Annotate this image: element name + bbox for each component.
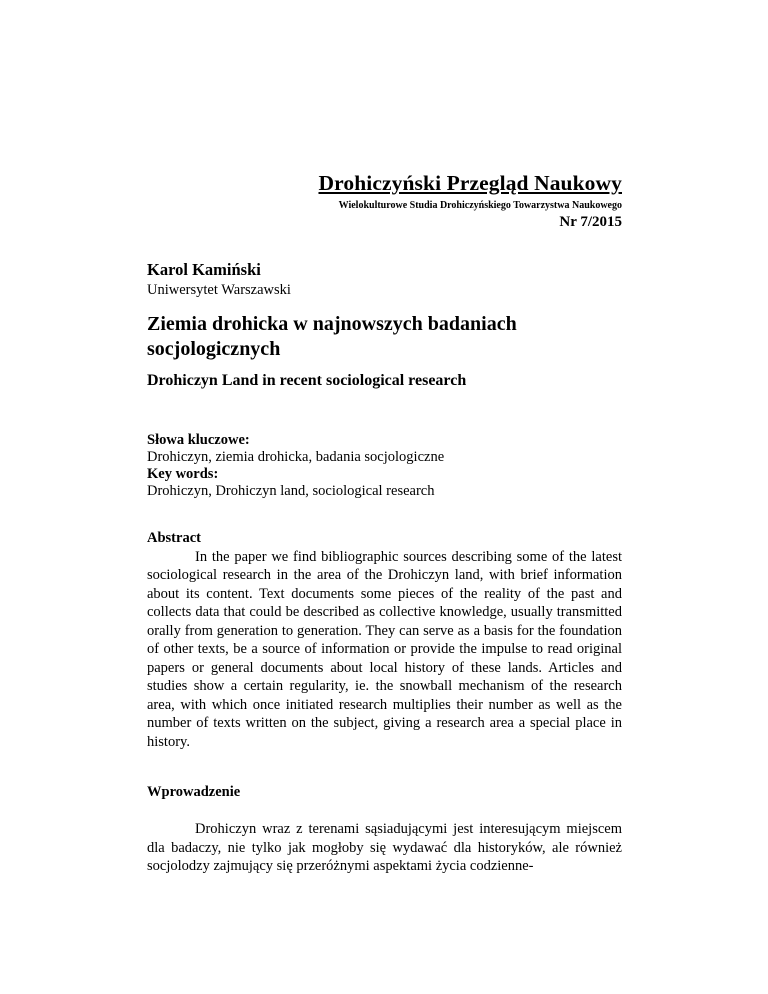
- abstract-block: [147, 529, 622, 751]
- keywords-en-value: Drohiczyn, Drohiczyn land, sociological research: [147, 483, 435, 499]
- section-heading-introduction: Wprowadzenie: [147, 784, 241, 800]
- abstract-text: In the paper we find bibliographic sources describing some of the latest sociological research in the area of the Drohiczyn land, with brief information about its content. Text documents some pieces of the reality of the past and collects data that could be described as collective knowledge, usually transmitted orally from generation to generation. They can serve as a basis for the foundation of other texts, be a source of information or provide the impulse to read original papers or general documents about local history of these lands. Articles and studies show a certain regularity, ie. the snowball mechanism of the research area, with which once initiated research multiplies their number as well as the number of texts written on the subject, giving a research area a special place in history.: [147, 548, 622, 750]
- journal-title: Drohiczyński Przegląd Naukowy: [318, 171, 622, 195]
- journal-subtitle: Wielokulturowe Studia Drohiczyńskiego Towarzystwa Naukowego: [338, 200, 622, 211]
- article-title-english: Drohiczyn Land in recent sociological research: [147, 372, 467, 389]
- article-title: Ziemia drohicka w najnowszych badaniach socjologicznych: [147, 313, 517, 360]
- author-affiliation: Uniwersytet Warszawski: [147, 282, 291, 298]
- keywords-pl-label: Słowa kluczowe:: [147, 432, 250, 448]
- keywords-pl-value: Drohiczyn, ziemia drohicka, badania socjologiczne: [147, 449, 445, 465]
- keywords-en-label: Key words:: [147, 466, 219, 482]
- author-name: Karol Kamiński: [147, 260, 261, 279]
- abstract-heading: Abstract: [147, 530, 201, 546]
- author-block: [147, 260, 627, 299]
- issue-number: Nr 7/2015: [559, 214, 622, 230]
- keywords-block: [147, 432, 627, 500]
- journal-header: [296, 171, 622, 231]
- introduction-paragraph: Drohiczyn wraz z terenami sąsiadującymi jest interesującym miejscem dla badaczy, nie tylko jak mogłoby się wydawać dla historyków, ale również socjolodzy zajmujący się przeróżnymi aspektami życia codzienne-: [147, 821, 622, 874]
